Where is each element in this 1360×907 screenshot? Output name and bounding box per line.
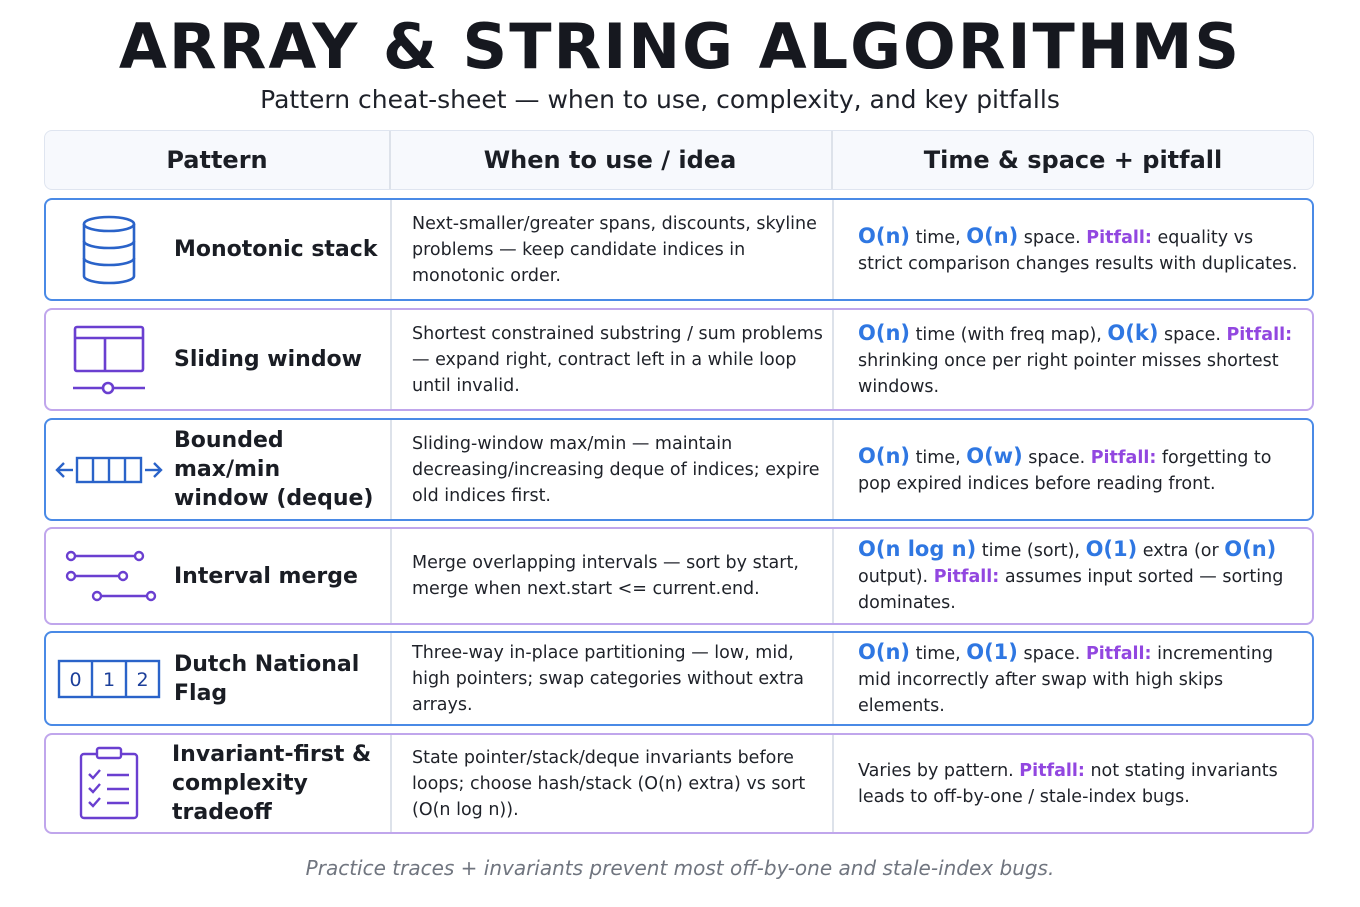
pattern-complexity: O(n) time (with freq map), O(k) space. Pitfall: shrinking once per right pointer misses shortest windows. — [858, 320, 1293, 397]
partition-digit-1: 1 — [102, 668, 116, 691]
pattern-complexity: O(n) time, O(n) space. Pitfall: equality vs strict comparison changes results with duplicates. — [858, 223, 1298, 274]
header-pattern: Pattern — [166, 146, 268, 174]
database-stack-icon — [52, 200, 166, 299]
three-partition-icon — [52, 633, 166, 724]
column-divider — [390, 735, 392, 832]
pattern-name: Dutch National Flag — [174, 651, 360, 706]
pattern-idea: State pointer/stack/deque invariants before loops; choose hash/stack (O(n) extra) vs sort (O(n log n)). — [412, 747, 806, 820]
header-complexity: Time & space + pitfall — [923, 146, 1223, 174]
column-divider — [832, 310, 834, 409]
partition-digit-2: 2 — [136, 668, 149, 691]
sliding-window-icon — [52, 310, 166, 409]
column-divider — [832, 735, 834, 832]
column-divider — [390, 420, 392, 519]
table-header — [44, 130, 1314, 190]
pattern-complexity: Varies by pattern. Pitfall: not stating invariants leads to off-by-one / stale-index bugs. — [858, 760, 1278, 807]
table-row-monotonic-stack — [44, 198, 1314, 301]
table-row-dutch-national-flag — [44, 631, 1314, 726]
column-divider — [832, 200, 834, 299]
checklist-clipboard-icon — [52, 735, 166, 832]
pattern-idea: Shortest constrained substring / sum problems — expand right, contract left in a while loop until invalid. — [412, 323, 823, 396]
pattern-complexity: O(n log n) time (sort), O(1) extra (or O(n) output). Pitfall: assumes input sorted — sorting dominates. — [858, 537, 1284, 613]
deque-icon — [52, 420, 166, 519]
pattern-idea: Three-way in-place partitioning — low, mid, high pointers; swap categories without extra arrays. — [412, 642, 804, 715]
column-divider — [390, 200, 392, 299]
table-row-invariant-first — [44, 733, 1314, 834]
column-divider — [832, 633, 834, 724]
pattern-name: Monotonic stack — [174, 237, 378, 262]
table-row-bounded-window — [44, 418, 1314, 521]
column-divider — [832, 529, 834, 623]
column-divider — [390, 633, 392, 724]
column-divider — [390, 529, 392, 623]
footer-note: Practice traces + invariants prevent most off-by-one and stale-index bugs. — [305, 856, 1055, 880]
pattern-name: Bounded max/min window (deque) — [174, 428, 374, 511]
pattern-idea: Sliding-window max/min — maintain decreasing/increasing deque of indices; expire old indices first. — [412, 433, 820, 506]
pattern-name: Sliding window — [174, 347, 362, 372]
page-title: ARRAY & STRING ALGORITHMS — [118, 10, 1242, 83]
pattern-idea: Merge overlapping intervals — sort by start, merge when next.start <= current.end. — [412, 553, 799, 599]
pattern-idea: Next-smaller/greater spans, discounts, skyline problems — keep candidate indices in monotonic order. — [412, 213, 817, 286]
intervals-icon — [52, 529, 166, 623]
partition-digit-0: 0 — [69, 668, 82, 691]
column-divider — [832, 420, 834, 519]
pattern-complexity: O(n) time, O(w) space. Pitfall: forgetting to pop expired indices before reading front. — [858, 443, 1272, 494]
pattern-complexity: O(n) time, O(1) space. Pitfall: incrementing mid incorrectly after swap with high skips elements. — [858, 639, 1274, 716]
header-idea: When to use / idea — [483, 146, 737, 174]
page-subtitle: Pattern cheat-sheet — when to use, complexity, and key pitfalls — [260, 85, 1060, 114]
pattern-name: Invariant-first & complexity tradeoff — [172, 742, 372, 825]
table-row-interval-merge — [44, 527, 1314, 625]
column-divider — [390, 310, 392, 409]
table-row-sliding-window — [44, 308, 1314, 411]
pattern-name: Interval merge — [174, 563, 358, 589]
